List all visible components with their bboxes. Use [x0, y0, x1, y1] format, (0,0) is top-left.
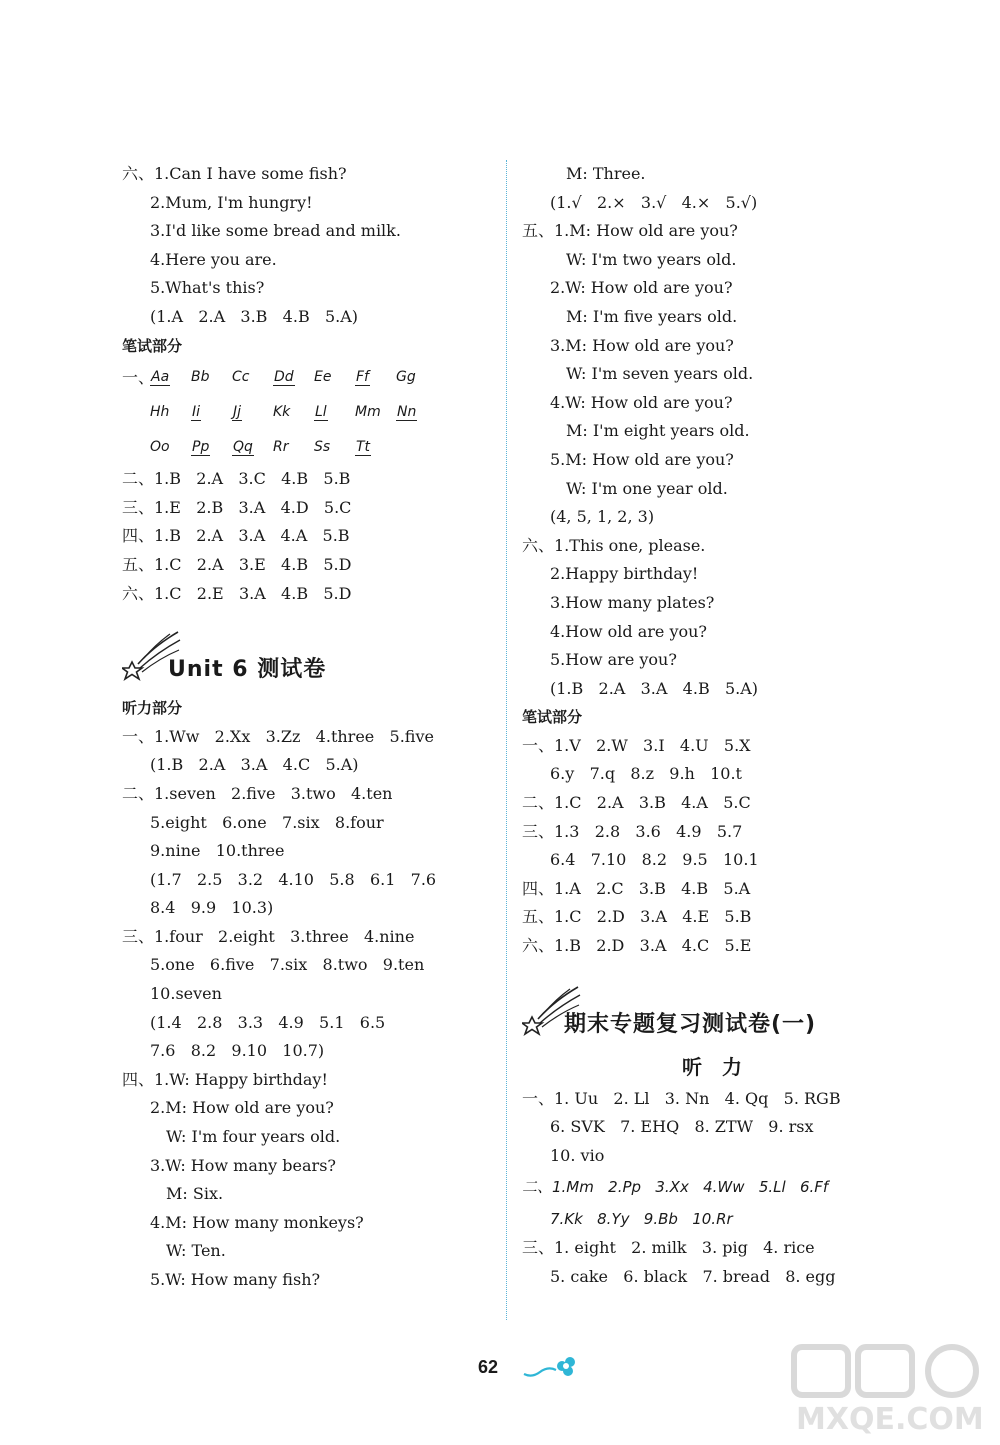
answer-line: (1.4 2.8 3.3 4.9 5.1 6.5 [150, 1012, 386, 1032]
watermark-logo-icon [786, 1341, 986, 1401]
answer-line: 2.W: How old are you? [550, 278, 733, 298]
answer-line: 3.W: How many bears? [150, 1155, 336, 1175]
answer-line: M: Three. [566, 164, 646, 183]
answer-line: W: Ten. [166, 1241, 226, 1261]
answer-line: 六、1.Can I have some fish? [122, 164, 347, 183]
unit-heading [522, 983, 922, 1049]
right-column [522, 160, 922, 1291]
answer-line: 一、1. Uu 2. Ll 3. Nn 4. Qq 5. RGB [522, 1088, 841, 1108]
handwritten-letter: Pp [192, 439, 210, 456]
answer-line: 二、1.Mm 2.Pp 3.Xx 4.Ww 5.Ll 6.Ff [522, 1178, 829, 1197]
unit-title: Unit 6 测试卷 [168, 657, 327, 683]
answer-line: 10.seven [150, 984, 222, 1004]
answer-line: 2.M: How old are you? [150, 1098, 334, 1118]
answer-line: 5.What's this? [150, 278, 265, 298]
handwriting-row [122, 430, 492, 465]
test-title: 期末专题复习测试卷(一) [564, 1011, 817, 1037]
handwritten-letter: Hh [150, 404, 170, 421]
answer-line: 二、1.C 2.A 3.B 4.A 5.C [522, 793, 751, 813]
page-number: 62 [478, 1357, 499, 1377]
answer-line: (4, 5, 1, 2, 3) [550, 507, 655, 527]
answer-line: M: I'm eight years old. [566, 421, 750, 441]
answer-line: 8.4 9.9 10.3) [150, 898, 274, 918]
section-heading: 听力部分 [122, 699, 183, 718]
answer-line: 三、1. eight 2. milk 3. pig 4. rice [522, 1238, 815, 1257]
flower-flourish-icon [522, 1352, 582, 1382]
answer-line: 一、1.Ww 2.Xx 3.Zz 4.three 5.five [122, 726, 434, 746]
answer-line: 5.one 6.five 7.six 8.two 9.ten [150, 955, 425, 975]
answer-line: 9.nine 10.three [150, 841, 285, 861]
answer-line: 五、1.C 2.D 3.A 4.E 5.B [522, 907, 752, 927]
answer-line: 5.eight 6.one 7.six 8.four [150, 812, 384, 832]
answer-line: 四、1.A 2.C 3.B 4.B 5.A [522, 878, 751, 898]
answer-line: 4.M: How many monkeys? [150, 1212, 364, 1232]
answer-line: 5.How are you? [550, 650, 677, 670]
column-divider [506, 160, 507, 1320]
answer-line: 六、1.C 2.E 3.A 4.B 5.D [122, 583, 352, 603]
answer-line: 2.Mum, I'm hungry! [150, 192, 313, 212]
handwritten-letter: Gg [396, 369, 416, 386]
answer-line: 6.y 7.q 8.z 9.h 10.t [550, 764, 742, 784]
handwritten-letter: Aa [151, 369, 170, 386]
answer-line: 六、1.This one, please. [522, 535, 706, 555]
handwriting-row [122, 360, 492, 395]
handwritten-letter: Dd [274, 369, 294, 386]
answer-line: W: I'm four years old. [166, 1127, 341, 1147]
answer-line: 二、1.B 2.A 3.C 4.B 5.B [122, 469, 351, 489]
answer-line: 3.M: How old are you? [550, 335, 734, 355]
handwritten-letter: Ii [192, 404, 201, 421]
handwritten-letter: Rr [273, 439, 289, 456]
handwriting-row [122, 395, 492, 430]
answer-line: 三、1.E 2.B 3.A 4.D 5.C [122, 497, 352, 517]
section-heading: 笔试部分 [122, 336, 183, 355]
answer-line: 7.Kk 8.Yy 9.Bb 10.Rr [550, 1210, 733, 1229]
answer-line: 4.How old are you? [550, 621, 708, 641]
answer-line: 二、1.seven 2.five 3.two 4.ten [122, 783, 393, 803]
question-number: 一、 [122, 368, 155, 388]
answer-line: 5.M: How old are you? [550, 449, 734, 469]
answer-line: 六、1.B 2.D 3.A 4.C 5.E [522, 936, 752, 956]
answer-line: (1.√ 2.× 3.√ 4.× 5.√) [550, 192, 758, 212]
answer-line: 10. vio [550, 1145, 605, 1165]
handwritten-letter: Mm [355, 404, 381, 421]
answer-line: 三、1.four 2.eight 3.three 4.nine [122, 926, 415, 946]
handwritten-letter: Ll [315, 404, 327, 421]
answer-line: (1.7 2.5 3.2 4.10 5.8 6.1 7.6 [150, 869, 437, 889]
watermark [786, 1341, 986, 1437]
answer-line: 4.Here you are. [150, 249, 277, 269]
handwritten-letter: Jj [233, 404, 242, 421]
unit-heading [122, 628, 492, 694]
answer-line: 一、1.V 2.W 3.I 4.U 5.X [522, 735, 751, 755]
handwritten-letter: Oo [150, 439, 170, 456]
handwritten-letter: Bb [191, 369, 210, 386]
handwritten-letter: Kk [273, 404, 291, 421]
handwritten-letter: Qq [233, 439, 253, 456]
handwritten-letter: Tt [356, 439, 371, 456]
answer-line: 6.4 7.10 8.2 9.5 10.1 [550, 850, 759, 870]
handwritten-letter: Cc [232, 369, 250, 386]
answer-line: 3.I'd like some bread and milk. [150, 221, 401, 241]
answer-line: W: I'm two years old. [566, 249, 737, 269]
handwritten-letter: Nn [397, 404, 417, 421]
answer-line: 5.W: How many fish? [150, 1270, 321, 1289]
answer-line: (1.A 2.A 3.B 4.B 5.A) [150, 306, 359, 326]
answer-line: W: I'm one year old. [566, 478, 728, 498]
handwritten-letter: Ss [314, 439, 331, 456]
answer-line: 6. SVK 7. EHQ 8. ZTW 9. rsx [550, 1117, 814, 1137]
handwritten-letter: Ff [356, 369, 369, 386]
watermark-text: MXQE.COM [796, 1402, 984, 1437]
section-heading: 笔试部分 [522, 708, 583, 727]
answer-line: M: Six. [166, 1184, 224, 1204]
left-column [122, 160, 492, 1295]
answer-line: 四、1.B 2.A 3.A 4.A 5.B [122, 526, 350, 546]
answer-line: 3.How many plates? [550, 592, 715, 612]
answer-line: 三、1.3 2.8 3.6 4.9 5.7 [522, 821, 743, 841]
answer-line: 4.W: How old are you? [550, 392, 733, 412]
handwritten-letter: Ee [314, 369, 332, 386]
answer-line: 五、1.C 2.A 3.E 4.B 5.D [122, 554, 352, 574]
answer-line: (1.B 2.A 3.A 4.B 5.A) [550, 678, 759, 698]
answer-line: 7.6 8.2 9.10 10.7) [150, 1041, 325, 1061]
sub-heading: 听力 [682, 1054, 762, 1079]
answer-line: 四、1.W: Happy birthday! [122, 1069, 328, 1089]
answer-line: (1.B 2.A 3.A 4.C 5.A) [150, 755, 359, 775]
answer-line: 5. cake 6. black 7. bread 8. egg [550, 1266, 836, 1286]
answer-line: 五、1.M: How old are you? [522, 221, 738, 241]
answer-line: M: I'm five years old. [566, 306, 738, 326]
answer-line: 2.Happy birthday! [550, 564, 699, 584]
answer-line: W: I'm seven years old. [566, 364, 754, 384]
